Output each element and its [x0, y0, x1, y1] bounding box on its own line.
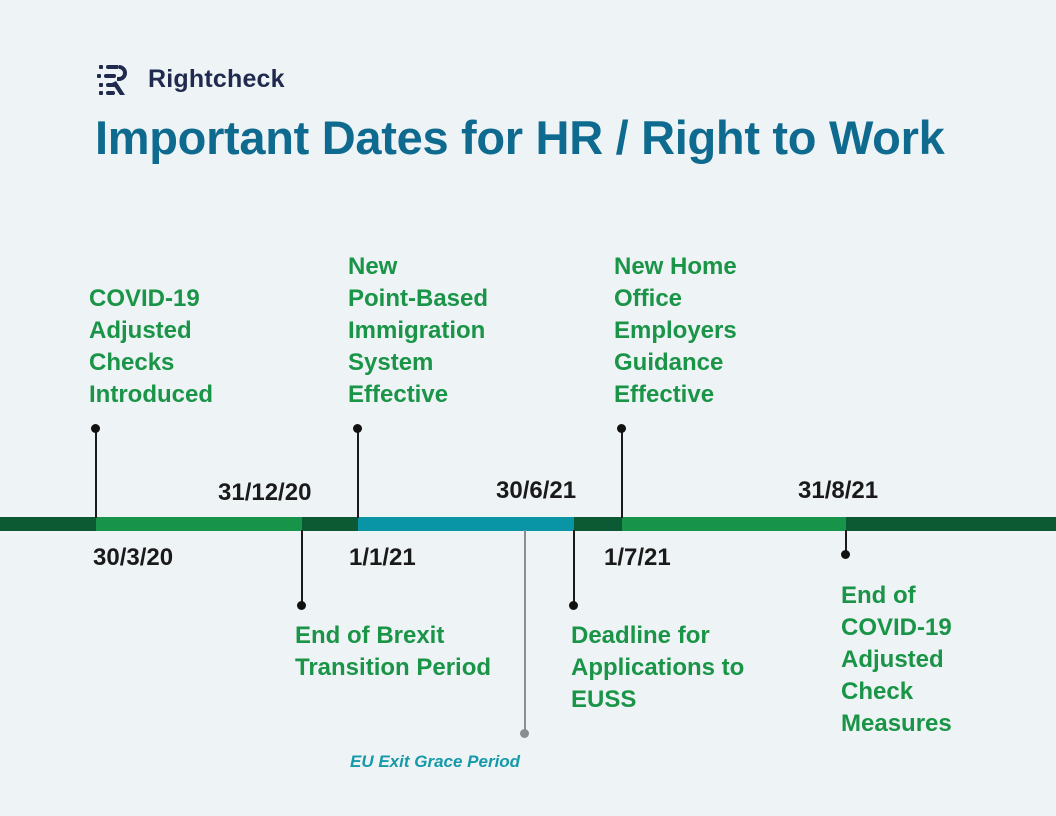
timeline-segment-covid-period [96, 517, 302, 531]
timeline-segment-covid-continued [622, 517, 846, 531]
marker-dot [297, 601, 306, 610]
grace-period-dot [520, 729, 529, 738]
timeline-segment-after [846, 517, 1056, 531]
date-label: 30/6/21 [496, 477, 577, 504]
rightcheck-logo-icon [97, 62, 133, 98]
marker-stem [95, 429, 97, 518]
event-end-covid-measures: End of COVID-19 Adjusted Check Measures [841, 582, 952, 737]
event-covid-checks-introduced: COVID-19 Adjusted Checks Introduced [89, 285, 213, 408]
event-points-based-system: New Point-Based Immigration System Effective [348, 253, 489, 408]
timeline-segment-grace-period [358, 517, 574, 531]
date-label: 31/8/21 [798, 477, 879, 504]
marker-dot [353, 424, 362, 433]
event-home-office-guidance: New Home Office Employers Guidance Effective [614, 253, 737, 408]
timeline-segment-transition-end [302, 517, 358, 531]
marker-stem [621, 429, 623, 518]
marker-stem [357, 429, 359, 518]
date-label: 1/7/21 [604, 544, 671, 571]
marker-stem [573, 530, 575, 606]
timeline-segment-before [0, 517, 96, 531]
date-label: 31/12/20 [218, 479, 312, 506]
date-label: 1/1/21 [349, 544, 416, 571]
timeline-segment-euss-deadline [574, 517, 622, 531]
marker-dot [569, 601, 578, 610]
date-label: 30/3/20 [93, 544, 174, 571]
event-end-brexit-transition: End of Brexit Transition Period [295, 622, 492, 681]
marker-dot [91, 424, 100, 433]
grace-period-stem [524, 530, 526, 734]
brand-name: Rightcheck [148, 65, 285, 93]
marker-dot [617, 424, 626, 433]
event-euss-deadline: Deadline for Applications to EUSS [571, 622, 745, 713]
grace-period-label: EU Exit Grace Period [350, 752, 521, 771]
marker-stem [301, 530, 303, 606]
page-title: Important Dates for HR / Right to Work [95, 111, 945, 164]
marker-dot [841, 550, 850, 559]
